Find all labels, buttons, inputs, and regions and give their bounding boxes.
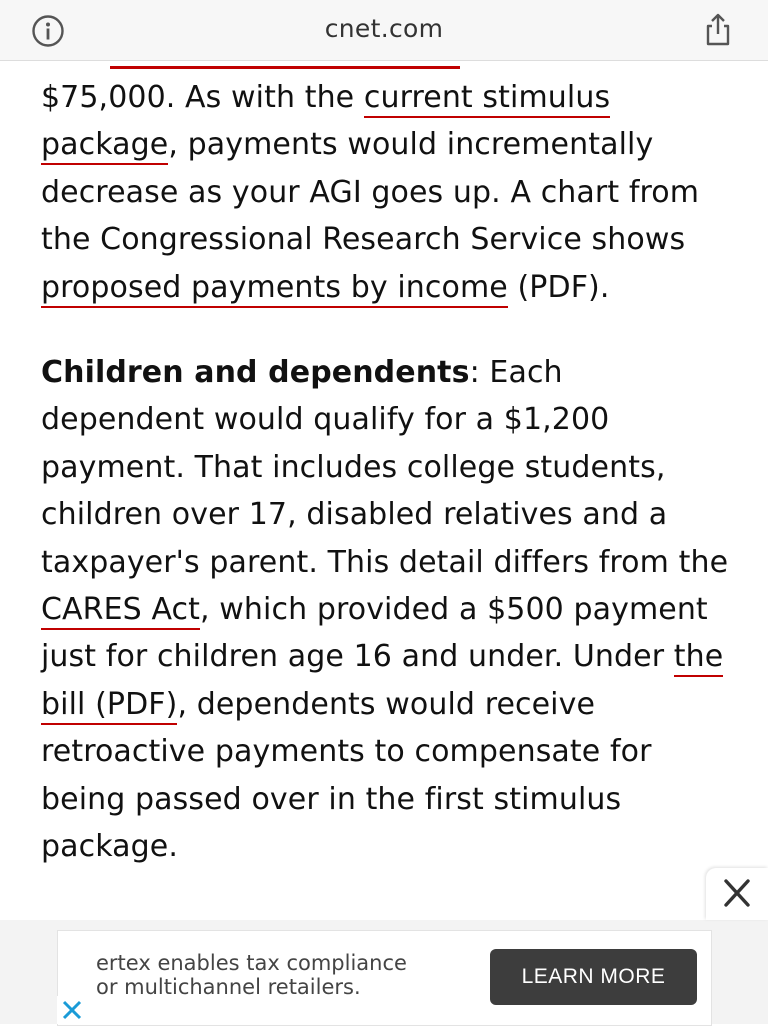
ad-text-line: or multichannel retailers. (96, 975, 361, 999)
cut-off-link-underline (110, 66, 460, 69)
paragraph-text: (PDF). (507, 269, 610, 305)
share-icon[interactable] (700, 12, 736, 48)
paragraph-text: , which provided a $500 payment just for children age 16 and under. Under (41, 592, 708, 675)
close-icon (706, 868, 768, 920)
paragraph-text: $75,000. As with the (41, 80, 364, 115)
paragraph-text: , dependents would receive retroactive payments to compensate for being passed over in the first stimulus package. (41, 686, 652, 865)
link-current-stimulus-package[interactable]: current stimulus package (41, 80, 610, 165)
learn-more-button[interactable]: LEARN MORE (490, 949, 697, 1005)
paragraph-children-dependents (41, 349, 731, 870)
paragraph-payments (41, 74, 731, 311)
ad-text-line: ertex enables tax compliance (96, 951, 407, 975)
paragraph-heading: Children and dependents (41, 355, 470, 391)
paragraph-text: : Each dependent would qualify for a $1,200 payment. That includes college students, children over 17, disabled relatives and a taxpayer's parent. This detail differs from the (41, 355, 729, 580)
link-the-bill-pdf[interactable]: the bill (PDF) (41, 639, 723, 724)
article-body (41, 74, 731, 871)
ad-text (96, 951, 407, 999)
ad-close-button[interactable] (706, 868, 768, 920)
adchoices-close-button[interactable] (57, 996, 87, 1024)
link-cares-act[interactable]: CARES Act (41, 592, 200, 630)
ad-card[interactable] (57, 930, 712, 1026)
paragraph-text: , payments would incrementally decrease as your AGI goes up. A chart from the Congressional Research Service shows (41, 127, 700, 258)
address-domain[interactable]: cnet.com (324, 14, 444, 43)
browser-topbar (0, 0, 768, 61)
adchoices-close-icon (57, 996, 87, 1024)
link-proposed-payments-by-income[interactable]: proposed payments by income (41, 270, 508, 308)
